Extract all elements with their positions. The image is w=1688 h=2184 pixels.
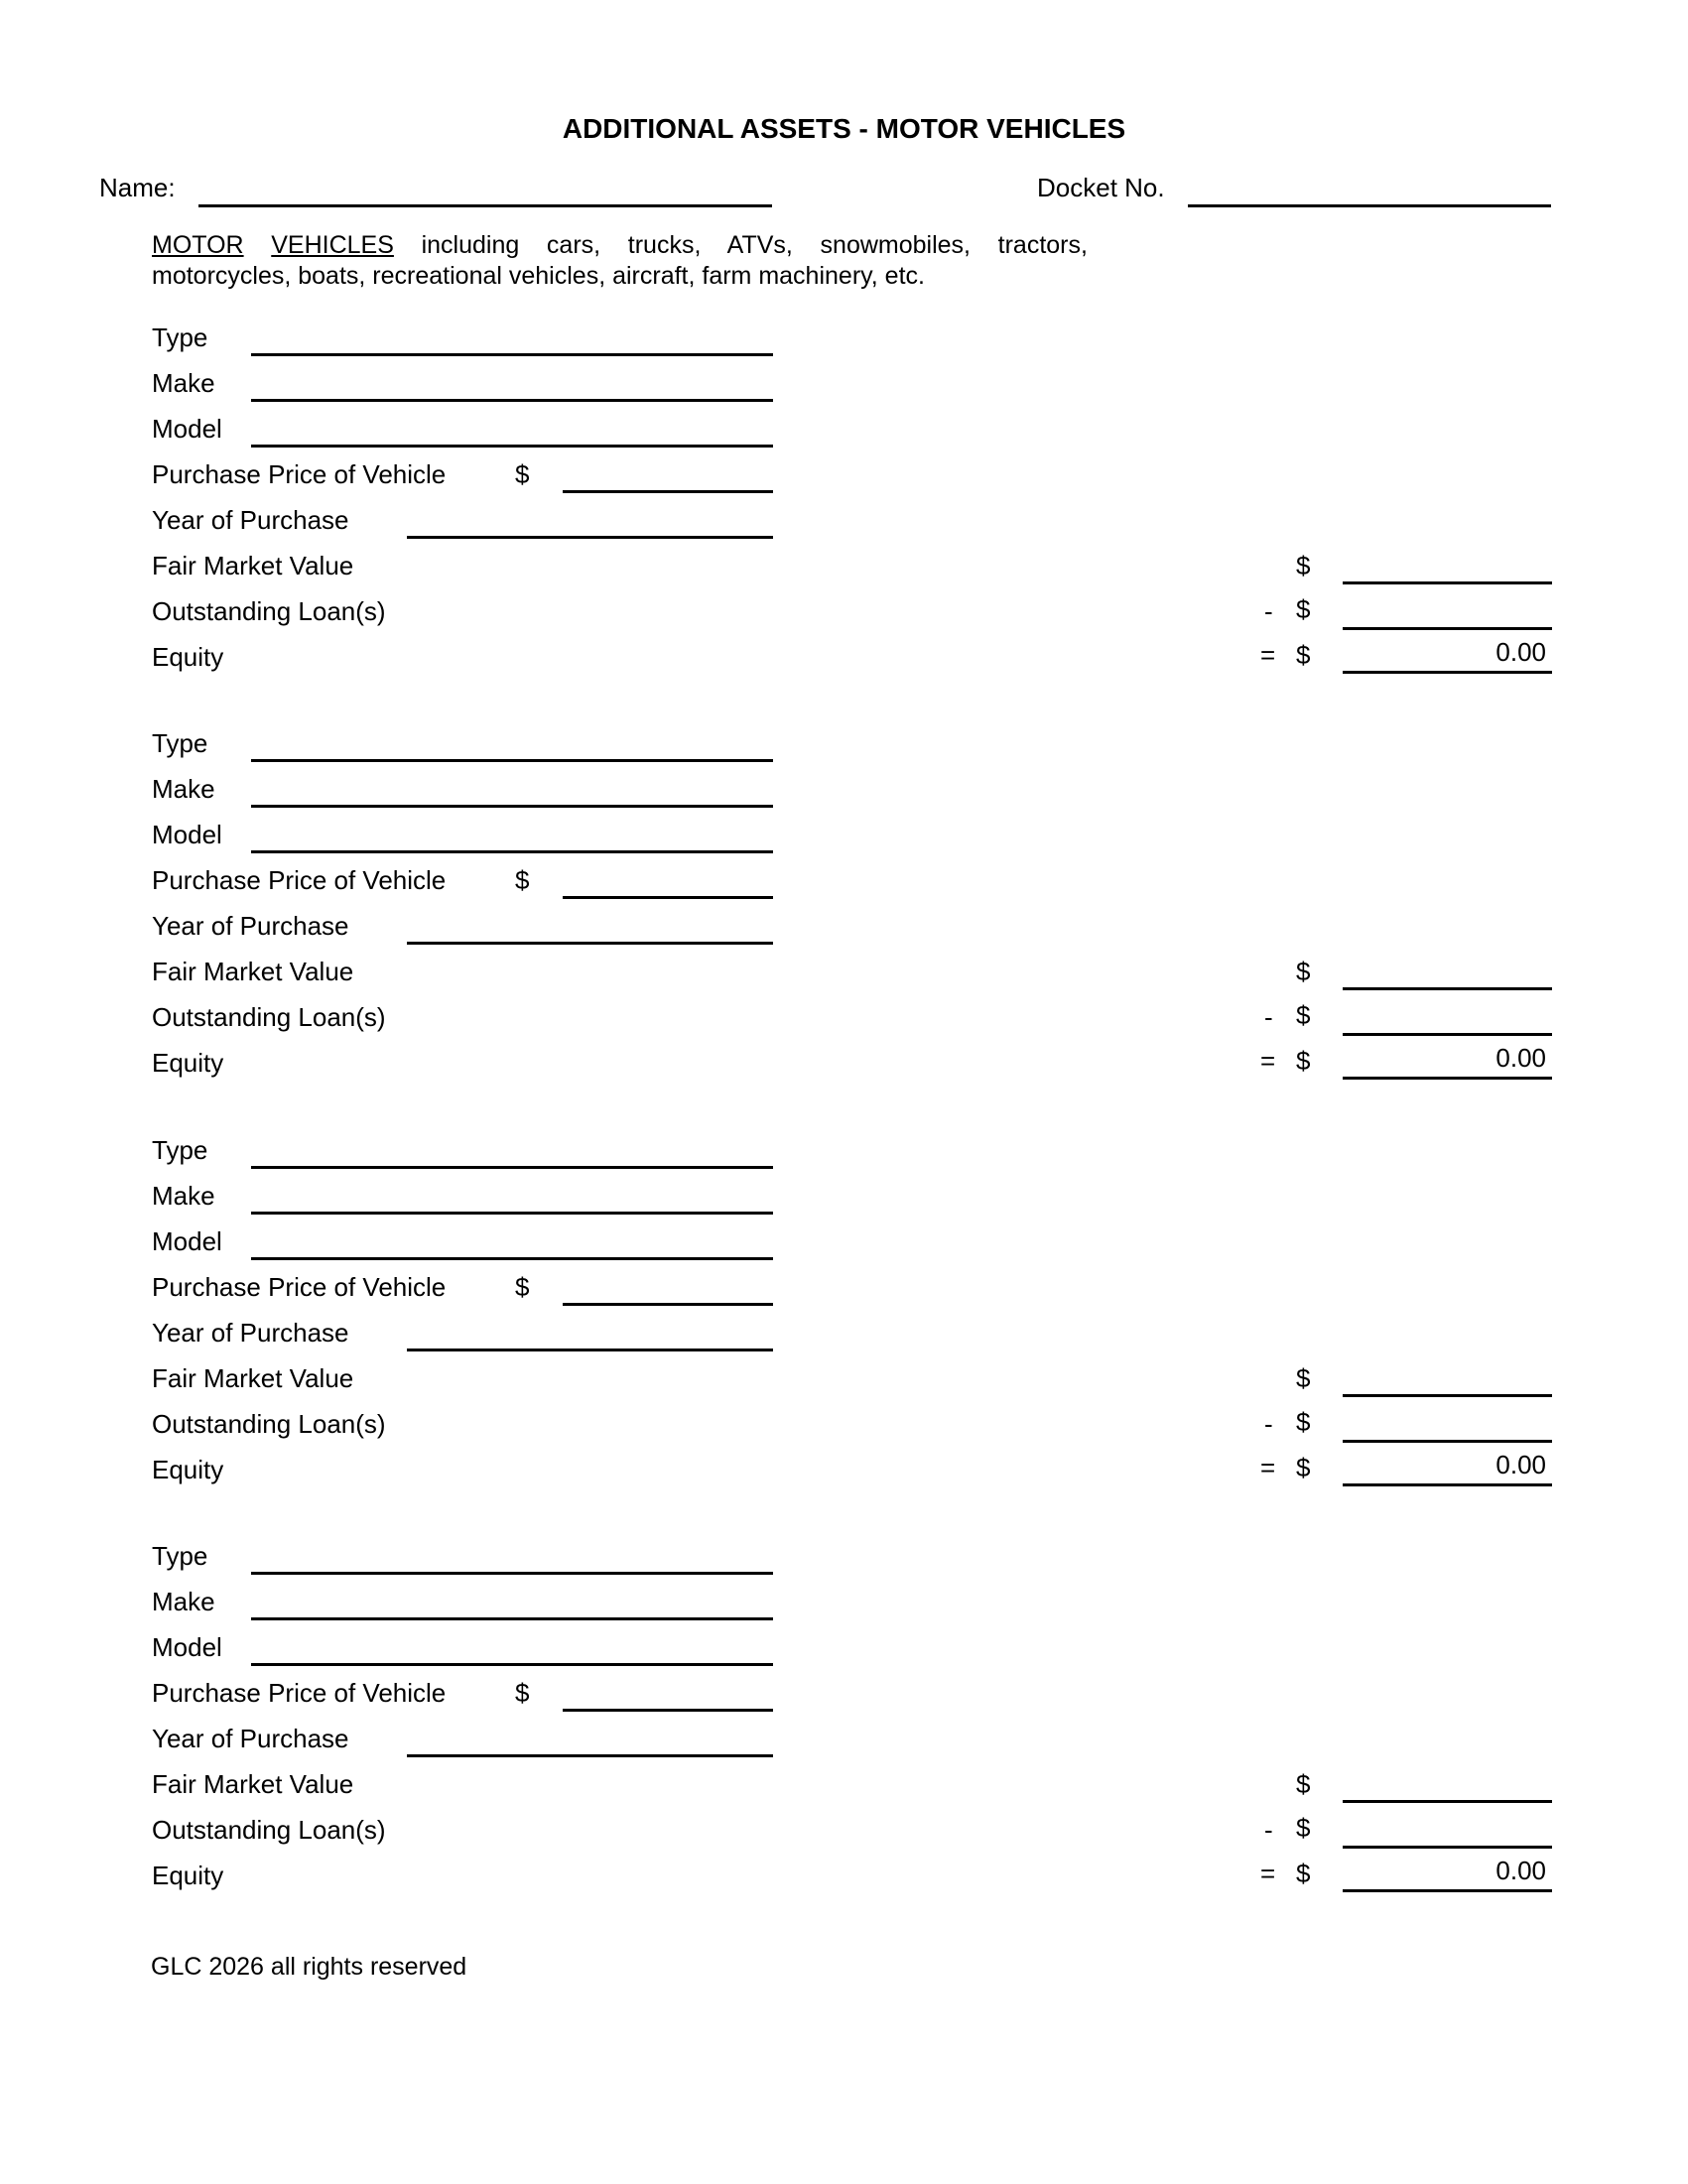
- make-field[interactable]: [251, 1178, 773, 1215]
- name-label: Name:: [99, 173, 176, 202]
- make-field[interactable]: [251, 771, 773, 808]
- make-label: Make: [152, 1587, 215, 1616]
- model-field[interactable]: [251, 411, 773, 448]
- model-field[interactable]: [251, 1223, 773, 1260]
- purchase-price-field[interactable]: [563, 1269, 773, 1306]
- equity-currency: $: [1296, 1453, 1311, 1482]
- year-of-purchase-field[interactable]: [407, 1315, 773, 1351]
- outstanding-loans-currency: $: [1296, 1813, 1311, 1843]
- purchase-price-label: Purchase Price of Vehicle: [152, 459, 447, 489]
- outstanding-loans-currency: $: [1296, 594, 1311, 624]
- year-of-purchase-label: Year of Purchase: [152, 505, 349, 535]
- fair-market-value-field[interactable]: [1343, 1360, 1552, 1397]
- year-of-purchase-field[interactable]: [407, 1721, 773, 1757]
- model-label: Model: [152, 414, 222, 444]
- equity-label: Equity: [152, 642, 224, 672]
- type-label: Type: [152, 1541, 208, 1571]
- outstanding-loans-currency: $: [1296, 1407, 1311, 1437]
- equity-label: Equity: [152, 1455, 224, 1484]
- type-label: Type: [152, 322, 208, 352]
- purchase-price-label: Purchase Price of Vehicle: [152, 1272, 447, 1302]
- year-of-purchase-label: Year of Purchase: [152, 1318, 349, 1348]
- fair-market-value-label: Fair Market Value: [152, 957, 354, 986]
- name-field[interactable]: [198, 171, 772, 207]
- equity-value: 0.00: [1495, 1043, 1546, 1073]
- equals-sign: =: [1260, 1046, 1276, 1076]
- footer-copyright: GLC 2026 all rights reserved: [151, 1953, 467, 1981]
- outstanding-loans-label: Outstanding Loan(s): [152, 596, 386, 626]
- make-label: Make: [152, 774, 215, 804]
- outstanding-loans-field[interactable]: [1343, 999, 1552, 1036]
- fair-market-value-field[interactable]: [1343, 548, 1552, 584]
- outstanding-loans-label: Outstanding Loan(s): [152, 1409, 386, 1439]
- year-of-purchase-label: Year of Purchase: [152, 911, 349, 941]
- type-field[interactable]: [251, 320, 773, 356]
- outstanding-loans-label: Outstanding Loan(s): [152, 1815, 386, 1845]
- purchase-price-currency: $: [515, 865, 530, 895]
- equity-currency: $: [1296, 640, 1311, 670]
- minus-sign: -: [1264, 1002, 1273, 1032]
- model-label: Model: [152, 1226, 222, 1256]
- outstanding-loans-field[interactable]: [1343, 593, 1552, 630]
- purchase-price-field[interactable]: [563, 862, 773, 899]
- minus-sign: -: [1264, 1409, 1273, 1439]
- model-label: Model: [152, 820, 222, 849]
- make-field[interactable]: [251, 1584, 773, 1620]
- model-label: Model: [152, 1632, 222, 1662]
- type-field[interactable]: [251, 1538, 773, 1575]
- equity-value: 0.00: [1495, 1450, 1546, 1479]
- fair-market-value-currency: $: [1296, 551, 1311, 580]
- fair-market-value-field[interactable]: [1343, 954, 1552, 990]
- purchase-price-currency: $: [515, 459, 530, 489]
- make-field[interactable]: [251, 365, 773, 402]
- equals-sign: =: [1260, 640, 1276, 670]
- equity-field: [1343, 637, 1552, 674]
- fair-market-value-label: Fair Market Value: [152, 551, 354, 580]
- model-field[interactable]: [251, 1629, 773, 1666]
- year-of-purchase-label: Year of Purchase: [152, 1724, 349, 1753]
- purchase-price-currency: $: [515, 1678, 530, 1708]
- year-of-purchase-field[interactable]: [407, 908, 773, 945]
- purchase-price-currency: $: [515, 1272, 530, 1302]
- fair-market-value-currency: $: [1296, 957, 1311, 986]
- year-of-purchase-field[interactable]: [407, 502, 773, 539]
- intro-line-2: motorcycles, boats, recreational vehicles, aircraft, farm machinery, etc.: [152, 262, 925, 290]
- page-title: ADDITIONAL ASSETS - MOTOR VEHICLES: [562, 113, 1126, 144]
- equity-field: [1343, 1450, 1552, 1486]
- equity-field: [1343, 1043, 1552, 1080]
- purchase-price-field[interactable]: [563, 456, 773, 493]
- model-field[interactable]: [251, 817, 773, 853]
- outstanding-loans-currency: $: [1296, 1000, 1311, 1030]
- make-label: Make: [152, 368, 215, 398]
- intro-underlined-2: VEHICLES: [271, 231, 394, 259]
- purchase-price-label: Purchase Price of Vehicle: [152, 1678, 447, 1708]
- outstanding-loans-field[interactable]: [1343, 1406, 1552, 1443]
- outstanding-loans-field[interactable]: [1343, 1812, 1552, 1849]
- fair-market-value-field[interactable]: [1343, 1766, 1552, 1803]
- fair-market-value-label: Fair Market Value: [152, 1769, 354, 1799]
- equals-sign: =: [1260, 1453, 1276, 1482]
- fair-market-value-currency: $: [1296, 1363, 1311, 1393]
- fair-market-value-label: Fair Market Value: [152, 1363, 354, 1393]
- equity-currency: $: [1296, 1046, 1311, 1076]
- purchase-price-field[interactable]: [563, 1675, 773, 1712]
- equals-sign: =: [1260, 1859, 1276, 1888]
- type-label: Type: [152, 728, 208, 758]
- minus-sign: -: [1264, 596, 1273, 626]
- make-label: Make: [152, 1181, 215, 1211]
- intro-underlined-1: MOTOR: [152, 231, 244, 259]
- intro-line-1: MOTOR VEHICLES including cars, trucks, ATVs, snowmobiles, tractors,: [152, 231, 1088, 259]
- fair-market-value-currency: $: [1296, 1769, 1311, 1799]
- equity-label: Equity: [152, 1048, 224, 1078]
- equity-field: [1343, 1856, 1552, 1892]
- outstanding-loans-label: Outstanding Loan(s): [152, 1002, 386, 1032]
- docket-field[interactable]: [1188, 171, 1551, 207]
- equity-value: 0.00: [1495, 637, 1546, 667]
- equity-currency: $: [1296, 1859, 1311, 1888]
- type-field[interactable]: [251, 725, 773, 762]
- type-field[interactable]: [251, 1132, 773, 1169]
- intro-paragraph: [152, 230, 1088, 292]
- purchase-price-label: Purchase Price of Vehicle: [152, 865, 447, 895]
- type-label: Type: [152, 1135, 208, 1165]
- minus-sign: -: [1264, 1815, 1273, 1845]
- equity-label: Equity: [152, 1861, 224, 1890]
- equity-value: 0.00: [1495, 1856, 1546, 1885]
- docket-label: Docket No.: [1037, 173, 1165, 202]
